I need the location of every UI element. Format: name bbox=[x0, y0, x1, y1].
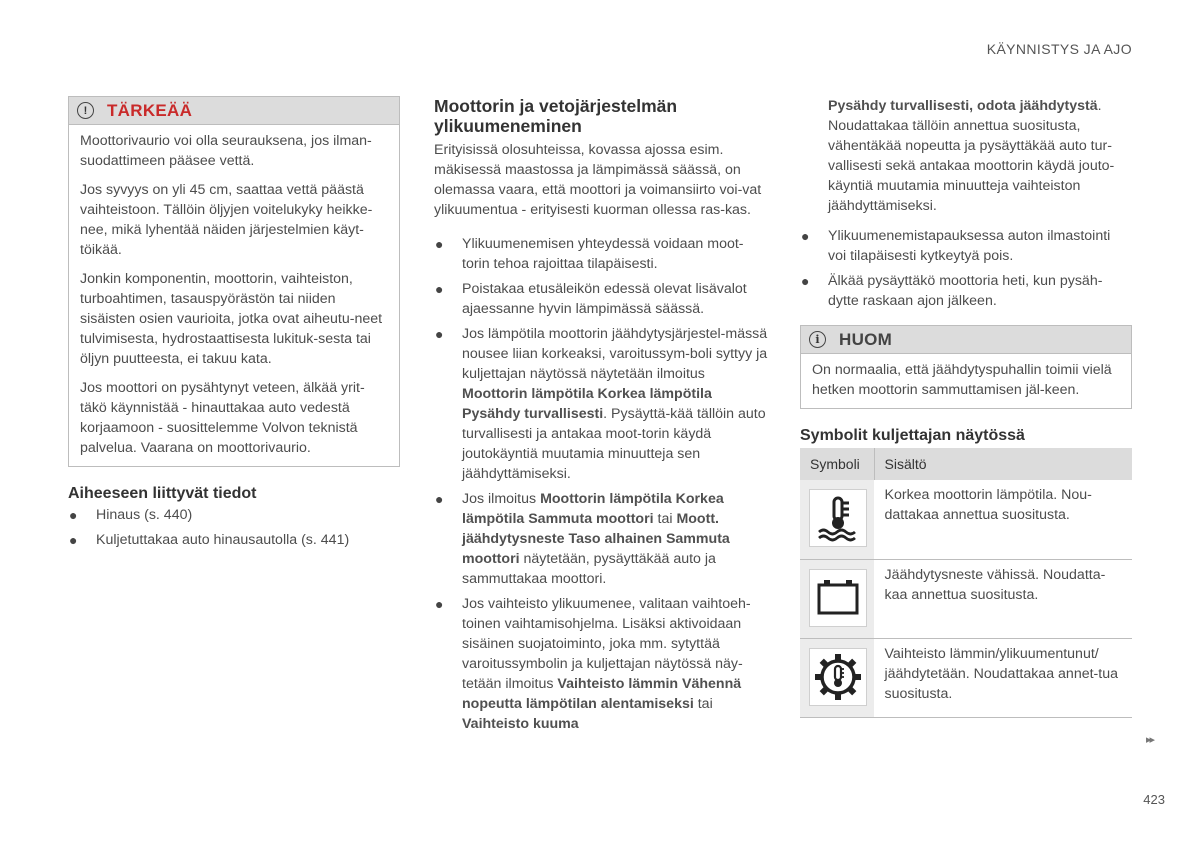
list-item: ● Jos lämpötila moottorin jäähdytysjärjestel-mässä nousee liian korkeaksi, varoitussym-boli syttyy ja kuljettajan näytössä näytetään ilmoitus Moottorin lämpötila Korkea lämpötila Pysähdy turvallisesti. Pysäyttä-kää tällöin auto turvallisesti ja antakaa moot-torin käydä joutokäyntiä muutamia minuutteja sen jäähdyttämiseksi. bbox=[435, 326, 768, 482]
important-notice-header bbox=[69, 97, 399, 125]
column-header-symbol: Symboli bbox=[800, 448, 874, 480]
bullet-icon: ● bbox=[435, 491, 444, 507]
display-message: Moottorin lämpötila Korkea lämpötila Pysähdy turvallisesti bbox=[462, 386, 712, 422]
symbols-table bbox=[800, 448, 1132, 718]
transmission-temperature-icon bbox=[809, 648, 867, 706]
related-link-transport[interactable]: ● Kuljetuttakaa auto hinausautolla (s. 441) bbox=[69, 532, 350, 548]
list-item: ● Jos ilmoitus Moottorin lämpötila Korkea lämpötila Sammuta moottori tai Moott. jäähdytysneste Taso alhainen Sammuta moottori näytetään, pysäyttäkää auto ja sammuttakaa moottori. bbox=[435, 491, 730, 587]
notice-paragraph: Jonkin komponentin, moottorin, vaihteiston, turboahtimen, tasauspyörästön tai niiden sisäisten osien vaurioita, jotka ovat aiheutu-neet tulvimisesta, hydrostaattisesta lukituk-sesta tai öljyn puutteesta, ei takuu kata. bbox=[80, 271, 383, 367]
important-notice-body bbox=[69, 125, 399, 466]
list-item: ● Jos vaihteisto ylikuumenee, valitaan vaihtoeh-toinen vaihtamisohjelma. Lisäksi aktivoidaan sisäinen suojatoiminto, joka mm. sytyttää varoitussymbolin ja kuljettajan näytössä näy-tetään ilmoitus Vaihteisto lämmin Vähennä nopeutta lämpötilan alentamiseksi tai Vaihteisto kuuma bbox=[435, 596, 751, 732]
display-message: Vaihteisto kuuma bbox=[462, 716, 579, 732]
bullet-icon: ● bbox=[435, 236, 444, 252]
bullet-icon: ● bbox=[435, 596, 444, 612]
table-row bbox=[800, 480, 1132, 559]
column-header-content: Sisältö bbox=[874, 448, 1132, 480]
column-left bbox=[68, 96, 400, 555]
note-notice-body bbox=[801, 354, 1131, 408]
note-notice bbox=[800, 325, 1132, 409]
symbols-title: Symbolit kuljettajan näytössä bbox=[800, 427, 1025, 444]
list-item: ● Ylikuumenemisen yhteydessä voidaan moot-torin tehoa rajoittaa tilapäisesti. bbox=[435, 236, 744, 272]
list-item: ● Poistakaa etusäleikön edessä olevat lisävalot ajaessanne hyvin lämpimässä säässä. bbox=[435, 281, 747, 317]
exclamation-icon: ! bbox=[77, 102, 94, 119]
bullet-icon: ● bbox=[69, 507, 78, 523]
header-section-title: KÄYNNISTYS JA AJO bbox=[986, 41, 1132, 57]
notice-paragraph: Moottorivaurio voi olla seurauksena, jos ilman-suodattimeen pääsee vettä. bbox=[80, 133, 372, 169]
continued-paragraph: Pysähdy turvallisesti, odota jäähdytystä. Noudattakaa tällöin annettua suositusta, vähentäkää nopeutta ja pysäyttäkää auto tur-vallisesti sekä antakaa moottorin käydä jouto-käyntiä muutamia minuutteja vaihteiston jäähdyttämiseksi. bbox=[828, 98, 1115, 214]
overheating-list bbox=[434, 234, 768, 734]
additional-list bbox=[800, 226, 1132, 311]
display-message: Moott. jäähdytysneste Taso alhainen Sammuta moottori bbox=[462, 511, 730, 567]
bullet-icon: ● bbox=[435, 326, 444, 342]
table-row bbox=[800, 559, 1132, 638]
bullet-icon: ● bbox=[801, 273, 810, 289]
coolant-level-icon bbox=[809, 569, 867, 627]
symbol-description: Jäähdytysneste vähissä. Noudatta-kaa annettua suositusta. bbox=[874, 559, 1132, 638]
table-row bbox=[800, 638, 1132, 717]
section-title: Moottorin ja vetojärjestelmän ylikuumeneminen bbox=[434, 96, 678, 136]
related-info-list bbox=[68, 505, 400, 550]
list-item: ● Ylikuumenemistapauksessa auton ilmastointi voi tilapäisesti kytkeytyä pois. bbox=[801, 228, 1111, 264]
bullet-icon: ● bbox=[69, 532, 78, 548]
important-notice bbox=[68, 96, 400, 467]
notice-paragraph: Jos syvyys on yli 45 cm, saattaa vettä päästä vaihteistoon. Tällöin öljyjen voitelukyky heikke-nee, mikä lyhentää näiden järjestelmien käyt-töikää. bbox=[80, 182, 373, 258]
related-link-towing[interactable]: ● Hinaus (s. 440) bbox=[69, 507, 193, 523]
bullet-icon: ● bbox=[435, 281, 444, 297]
display-message: Vaihteisto lämmin Vähennä nopeutta lämpötilan alentamiseksi bbox=[462, 676, 742, 712]
info-icon: i bbox=[809, 331, 826, 348]
important-notice-title: TÄRKEÄÄ bbox=[107, 100, 193, 120]
table-header-row bbox=[800, 448, 1132, 480]
column-right bbox=[800, 96, 1132, 718]
continue-arrow-icon: ▸▸ bbox=[1146, 734, 1154, 746]
list-item: ● Älkää pysäyttäkö moottoria heti, kun pysäh-dytte raskaan ajon jälkeen. bbox=[801, 273, 1103, 309]
note-notice-title: HUOM bbox=[839, 329, 893, 349]
page-number: 423 bbox=[1143, 792, 1165, 807]
notice-paragraph: Jos moottori on pysähtynyt veteen, älkää yrit-täkö käynnistää - hinauttakaa auto vedestä korjaamoon - suosittelemme Volvon teknistä palvelua. Vaarana on moottorivaurio. bbox=[80, 380, 365, 456]
notice-paragraph: On normaalia, että jäähdytyspuhallin toimii vielä hetken moottorin sammuttamisen jäl-keen. bbox=[812, 362, 1112, 398]
intro-paragraph: Erityisissä olosuhteissa, kovassa ajossa esim. mäkisessä maastossa ja lämpimässä säässä, on olemassa vaara, että moottori ja voimansiirto voi-vat ylikuumentua - erityisesti kuorman ollessa ras-kas. bbox=[434, 142, 762, 218]
bullet-icon: ● bbox=[801, 228, 810, 244]
note-notice-header bbox=[801, 326, 1131, 354]
related-info-title: Aiheeseen liittyvät tiedot bbox=[68, 485, 257, 502]
engine-temperature-icon bbox=[809, 489, 867, 547]
column-middle bbox=[434, 96, 768, 739]
display-message: Pysähdy turvallisesti, odota jäähdytystä bbox=[828, 98, 1098, 114]
symbol-description: Korkea moottorin lämpötila. Nou-dattakaa annettua suositusta. bbox=[874, 480, 1132, 559]
symbol-description: Vaihteisto lämmin/ylikuumentunut/ jäähdytetään. Noudattakaa annet-tua suositusta. bbox=[874, 638, 1132, 717]
display-message: Moottorin lämpötila Korkea lämpötila Sammuta moottori bbox=[462, 491, 724, 527]
